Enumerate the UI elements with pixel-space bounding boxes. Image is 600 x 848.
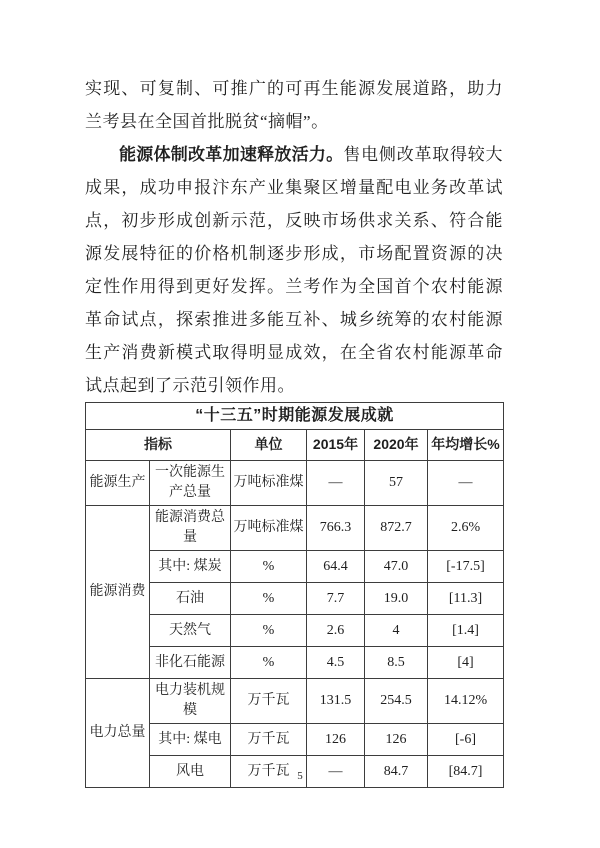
table-header-row (86, 430, 504, 461)
paragraph-lead-bold: 能源体制改革加速释放活力。 (119, 145, 344, 164)
cell-indicator: 能源消费总量 (150, 506, 231, 551)
cell-indicator: 其中: 煤炭 (150, 551, 231, 583)
cell-2015: — (307, 756, 365, 788)
cell-2015: 2.6 (307, 615, 365, 647)
cell-2020: 4 (365, 615, 428, 647)
header-growth: 年均增长% (428, 430, 504, 461)
cell-2020: 47.0 (365, 551, 428, 583)
energy-achievements-table (85, 402, 504, 788)
cell-2015: — (307, 461, 365, 506)
cell-growth: [4] (428, 647, 504, 679)
cell-unit: % (231, 583, 307, 615)
cell-growth: 14.12% (428, 679, 504, 724)
cell-growth: 2.6% (428, 506, 504, 551)
cell-unit: 万吨标准煤 (231, 506, 307, 551)
page-content (85, 72, 503, 788)
cell-2015: 7.7 (307, 583, 365, 615)
cell-growth: [-17.5] (428, 551, 504, 583)
cell-growth: [1.4] (428, 615, 504, 647)
cell-indicator: 天然气 (150, 615, 231, 647)
table-row (86, 461, 504, 506)
cell-indicator: 一次能源生产总量 (150, 461, 231, 506)
cell-2020: 126 (365, 724, 428, 756)
cell-group-power: 电力总量 (86, 679, 150, 788)
cell-group-consumption: 能源消费 (86, 506, 150, 679)
cell-2020: 8.5 (365, 647, 428, 679)
cell-indicator: 非化石能源 (150, 647, 231, 679)
cell-2020: 19.0 (365, 583, 428, 615)
cell-2020: 84.7 (365, 756, 428, 788)
table-row (86, 679, 504, 724)
paragraph-continuation: 实现、可复制、可推广的可再生能源发展道路，助力兰考县在全国首批脱贫“摘帽”。 (85, 79, 503, 131)
header-unit: 单位 (231, 430, 307, 461)
cell-2015: 766.3 (307, 506, 365, 551)
cell-indicator: 石油 (150, 583, 231, 615)
page-number: 5 (297, 770, 303, 782)
cell-unit: 万千瓦 (231, 679, 307, 724)
cell-unit: 万千瓦 (231, 756, 307, 788)
cell-growth: [11.3] (428, 583, 504, 615)
cell-2020: 254.5 (365, 679, 428, 724)
header-2020: 2020年 (365, 430, 428, 461)
cell-indicator: 风电 (150, 756, 231, 788)
header-2015: 2015年 (307, 430, 365, 461)
cell-unit: % (231, 647, 307, 679)
cell-unit: % (231, 551, 307, 583)
cell-2020: 57 (365, 461, 428, 506)
cell-growth: [84.7] (428, 756, 504, 788)
cell-unit: 万吨标准煤 (231, 461, 307, 506)
cell-group-production: 能源生产 (86, 461, 150, 506)
cell-2015: 126 (307, 724, 365, 756)
cell-growth: [-6] (428, 724, 504, 756)
table-row (86, 506, 504, 551)
cell-2020: 872.7 (365, 506, 428, 551)
paragraph-reform (85, 138, 503, 402)
paragraph-body-text: 售电侧改革取得较大成果，成功申报汴东产业集聚区增量配电业务改革试点，初步形成创新示范，反映市场供求关系、符合能源发展特征的价格机制逐步形成，市场配置资源的决定性作用得到更好发挥。兰考作为全国首个农村能源革命试点，探索推进多能互补、城乡统筹的农村能源生产消费新模式取得明显成效，在全省农村能源革命试点起到了示范引领作用。 (85, 145, 504, 395)
cell-unit: % (231, 615, 307, 647)
table-title-row (86, 403, 504, 430)
cell-indicator: 电力装机规模 (150, 679, 231, 724)
cell-growth: — (428, 461, 504, 506)
cell-indicator: 其中: 煤电 (150, 724, 231, 756)
table-title: “十三五”时期能源发展成就 (86, 403, 504, 430)
cell-unit: 万千瓦 (231, 724, 307, 756)
cell-2015: 4.5 (307, 647, 365, 679)
cell-2015: 64.4 (307, 551, 365, 583)
cell-2015: 131.5 (307, 679, 365, 724)
header-indicator: 指标 (86, 430, 231, 461)
